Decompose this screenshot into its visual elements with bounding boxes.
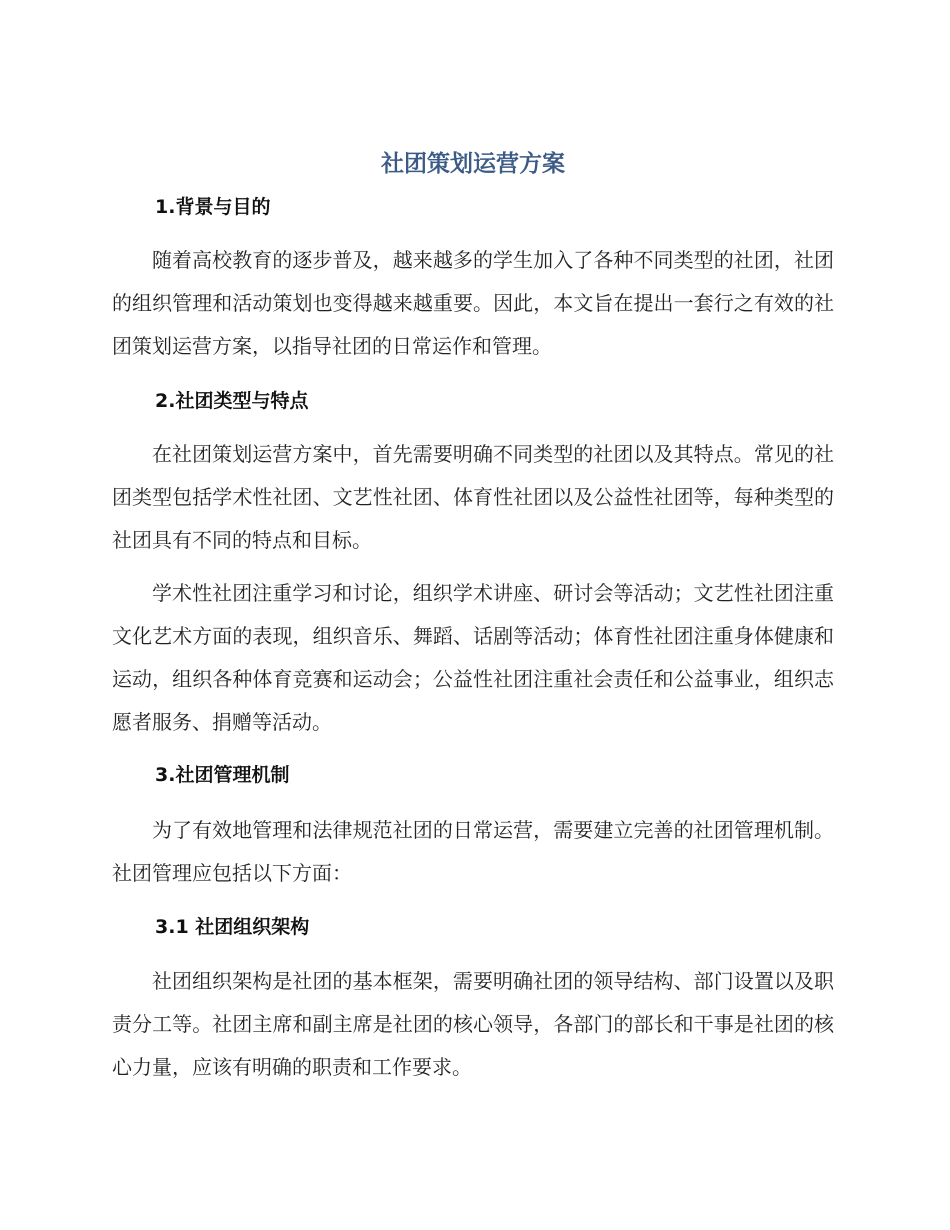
section-heading-club-types: 2.社团类型与特点 <box>155 390 309 412</box>
paragraph-org-structure: 社团组织架构是社团的基本框架，需要明确社团的领导结构、部门设置以及职责分工等。社团主席和副主席是社团的核心领导，各部门的部长和干事是社团的核心力量，应该有明确的职责和工作要求。 <box>112 969 834 1079</box>
paragraph-background: 随着高校教育的逐步普及，越来越多的学生加入了各种不同类型的社团，社团的组织管理和活动策划也变得越来越重要。因此，本文旨在提出一套行之有效的社团策划运营方案，以指导社团的日常运作和管理。 <box>112 248 834 358</box>
paragraph-club-types-intro: 在社团策划运营方案中，首先需要明确不同类型的社团以及其特点。常见的社团类型包括学术性社团、文艺性社团、体育性社团以及公益性社团等，每种类型的社团具有不同的特点和目标。 <box>112 442 834 552</box>
paragraph-management-intro: 为了有效地管理和法律规范社团的日常运营，需要建立完善的社团管理机制。社团管理应包括以下方面： <box>112 818 834 885</box>
document-title: 社团策划运营方案 <box>381 151 565 177</box>
section-heading-background: 1.背景与目的 <box>155 196 271 218</box>
paragraph-club-types-detail: 学术性社团注重学习和讨论，组织学术讲座、研讨会等活动；文艺性社团注重文化艺术方面的表现，组织音乐、舞蹈、话剧等活动；体育性社团注重身体健康和运动，组织各种体育竞赛和运动会；公益性社团注重社会责任和公益事业，组织志愿者服务、捐赠等活动。 <box>112 581 834 734</box>
section-heading-org-structure: 3.1 社团组织架构 <box>155 916 310 938</box>
section-heading-management: 3.社团管理机制 <box>155 764 290 786</box>
